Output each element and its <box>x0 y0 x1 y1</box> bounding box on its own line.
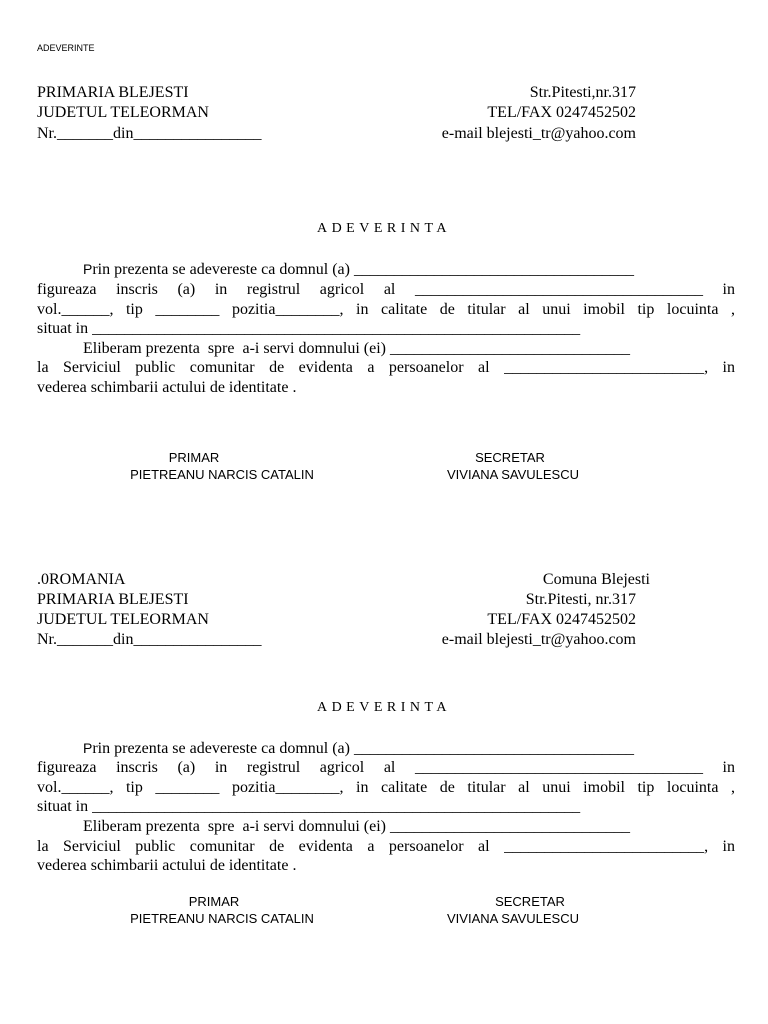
body-line-1-initial: P <box>83 740 93 756</box>
body-line-2: figureaza inscris (a) in registrul agricol al ____________________________________ in <box>37 759 735 776</box>
mayor-name: PIETREANU NARCIS CATALIN <box>130 467 314 482</box>
body-line-1 <box>83 259 634 280</box>
body-line-7: vederea schimbarii actului de identitate . <box>37 379 297 396</box>
issuer-name: PRIMARIA BLEJESTI <box>37 591 189 608</box>
body-line-5: Eliberam prezenta spre a-i servi domnului (ei) ______________________________ <box>83 818 630 835</box>
body-line-1-text: rin prezenta se adevereste ca domnul (a) ___________________________________ <box>92 261 634 278</box>
issuer-name: PRIMARIA BLEJESTI <box>37 84 189 101</box>
body-line-6: la Serviciul public comunitar de evidenta a persoanelor al _________________________, in <box>37 359 735 376</box>
issuer-phone: TEL/FAX 0247452502 <box>487 611 636 628</box>
issuer-county: JUDETUL TELEORMAN <box>37 104 209 121</box>
body-line-6: la Serviciul public comunitar de evidenta a persoanelor al _________________________, in <box>37 838 735 855</box>
body-line-4: situat in _____________________________________________________________ <box>33 320 581 337</box>
body-line-5: Eliberam prezenta spre a-i servi domnului (ei) ______________________________ <box>83 340 630 357</box>
registration-number: Nr._______din________________ <box>37 125 262 142</box>
issuer-email: e-mail blejesti_tr@yahoo.com <box>441 631 636 648</box>
body-line-4: situat in _____________________________________________________________ <box>33 798 581 815</box>
secretary-title: SECRETAR <box>475 450 545 465</box>
registration-number: Nr._______din________________ <box>37 631 262 648</box>
body-line-3: vol.______, tip ________ pozitia________, in calitate de titular al unui imobil tip locuinta , <box>37 779 735 796</box>
issuer-county: JUDETUL TELEORMAN <box>37 611 209 628</box>
mayor-title: PRIMAR <box>168 450 220 465</box>
secretary-name: VIVIANA SAVULESCU <box>447 911 579 926</box>
secretary-title: SECRETAR <box>495 894 565 909</box>
mayor-name: PIETREANU NARCIS CATALIN <box>130 911 314 926</box>
issuer-email: e-mail blejesti_tr@yahoo.com <box>441 125 636 142</box>
issuer-phone: TEL/FAX 0247452502 <box>487 104 636 121</box>
body-line-1-text: rin prezenta se adevereste ca domnul (a) ___________________________________ <box>92 740 634 757</box>
body-line-1-initial: P <box>83 261 93 277</box>
certificate-title: ADEVERINTA <box>316 700 452 715</box>
country-name: .0ROMANIA <box>37 571 126 588</box>
certificate-title: ADEVERINTA <box>316 221 452 236</box>
body-line-2: figureaza inscris (a) in registrul agricol al ____________________________________ in <box>37 281 735 298</box>
body-line-3: vol.______, tip ________ pozitia________, in calitate de titular al unui imobil tip locuinta , <box>37 301 735 318</box>
body-line-7: vederea schimbarii actului de identitate . <box>37 857 297 874</box>
commune-name: Comuna Blejesti <box>542 571 650 588</box>
body-line-1 <box>83 738 634 759</box>
issuer-address: Str.Pitesti,nr.317 <box>529 84 636 101</box>
mayor-title: PRIMAR <box>188 894 240 909</box>
page-label: ADEVERINTE <box>37 43 95 53</box>
secretary-name: VIVIANA SAVULESCU <box>447 467 579 482</box>
issuer-address: Str.Pitesti, nr.317 <box>525 591 636 608</box>
